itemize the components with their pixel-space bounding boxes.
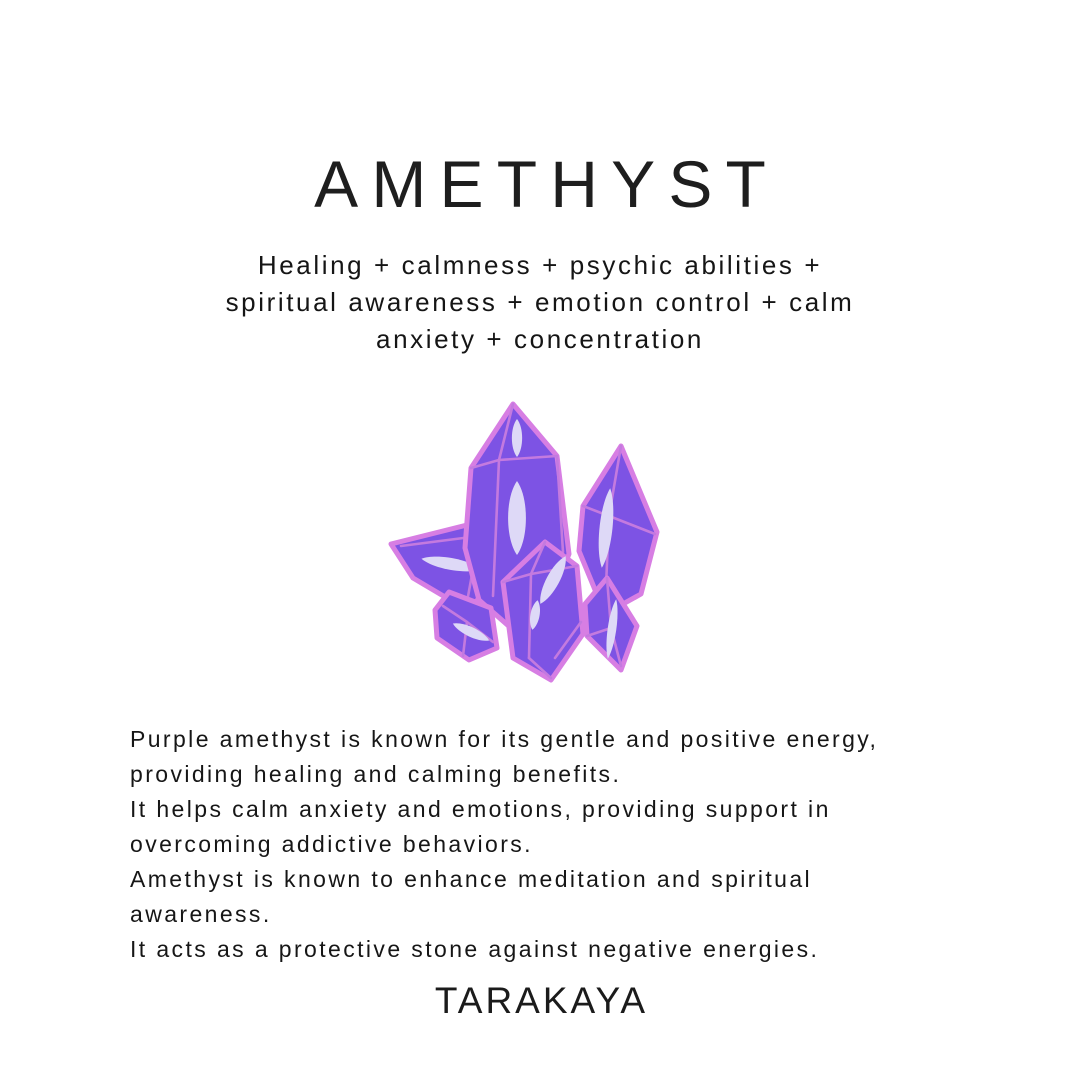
body-line-3: It helps calm anxiety and emotions, providing support in: [130, 796, 831, 822]
page-title: AMETHYST: [314, 147, 780, 221]
body-line-1: Purple amethyst is known for its gentle and positive energy,: [130, 726, 879, 752]
crystal-illustration: [383, 396, 703, 696]
body-line-7: It acts as a protective stone against negative energies.: [130, 936, 820, 962]
crystal-cluster-svg: [383, 396, 703, 696]
subtitle-line-1: Healing + calmness + psychic abilities +: [257, 250, 823, 280]
subtitle: [0, 247, 1080, 358]
brand-name: TARAKAYA: [434, 980, 649, 1021]
body-line-2: providing healing and calming benefits.: [130, 761, 622, 787]
body-line-6: awareness.: [130, 901, 272, 927]
body-line-5: Amethyst is known to enhance meditation and spiritual: [130, 866, 813, 892]
body-text: [130, 722, 960, 967]
subtitle-line-2: spiritual awareness + emotion control + calm: [225, 287, 855, 317]
crystal-right-tall: [579, 446, 657, 614]
body-line-4: overcoming addictive behaviors.: [130, 831, 533, 857]
subtitle-line-3: anxiety + concentration: [376, 324, 704, 354]
